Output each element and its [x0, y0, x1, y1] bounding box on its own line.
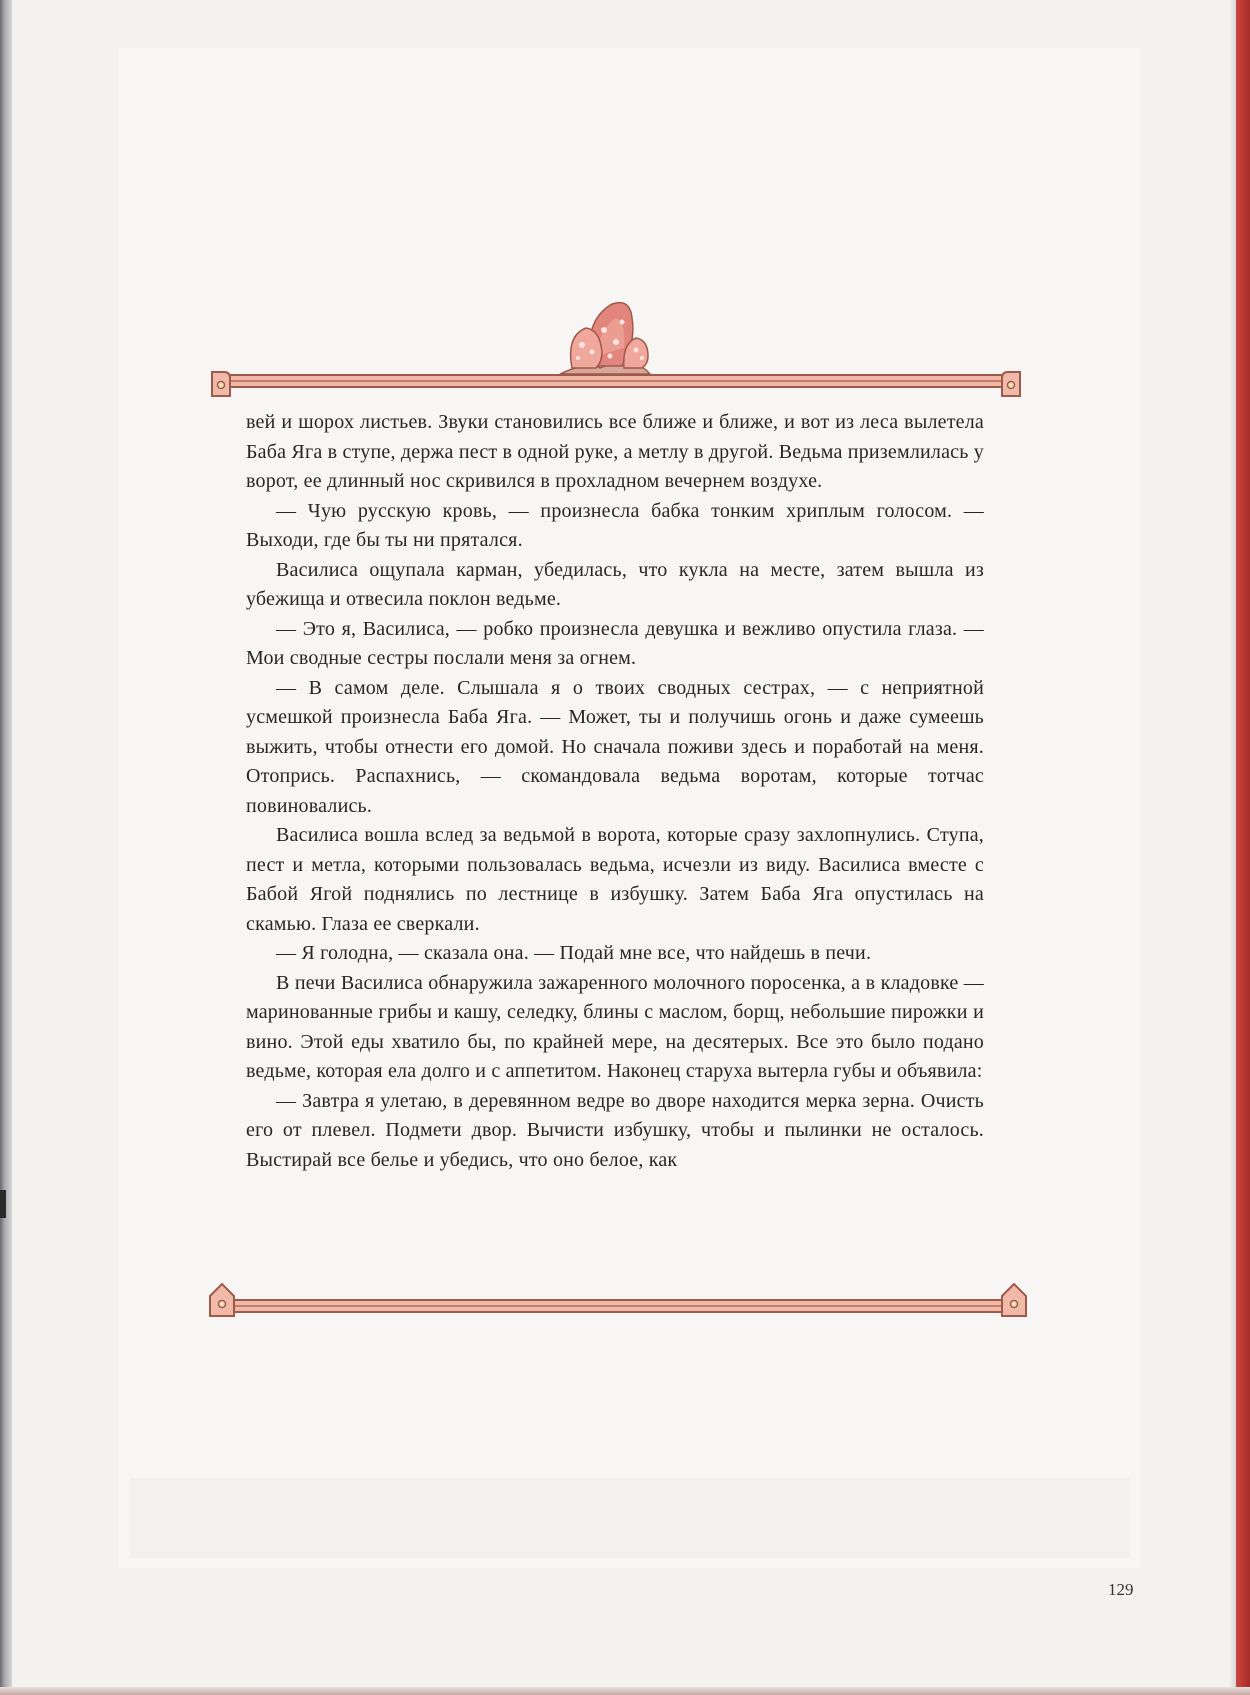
paragraph: — Это я, Василиса, — робко произнесла девушка и вежливо опустила глаза. — Мои сводные сестры послали меня за огнем. [246, 617, 984, 669]
bottom-frame-bar [210, 1300, 1026, 1312]
paragraph: — Я голодна, — сказала она. — Подай мне все, что найдешь в печи. [276, 942, 872, 964]
top-frame-bar [212, 375, 1020, 387]
paragraph: — Чую русскую кровь, — произнесла бабка тонким хриплым голосом. — Выходи, где бы ты ни прятался. [246, 499, 984, 551]
mushroom-ornament-icon [560, 303, 650, 374]
rivet-icon [1002, 372, 1020, 396]
paragraph: Василиса ощупала карман, убедилась, что кукла на месте, затем вышла из убежища и отвесила поклон ведьме. [246, 558, 984, 610]
paragraph: Василиса вошла вслед за ведьмой в ворота, которые сразу захлопнулись. Ступа, пест и метла, которыми пользовалась ведьма, исчезли из виду. Василиса вместе с Бабой Ягой поднялись по лестнице в избушку. Затем Баба Яга опустилась на скамью. Глаза ее сверкали. [246, 824, 984, 935]
paragraph: — Завтра я улетаю, в деревянном ведре во дворе находится мерка зерна. Очисть его от плевел. Подмети двор. Вычисти избушку, чтобы и пылинки не осталось. Выстирай все белье и убедись, что оно белое, как [246, 1089, 984, 1171]
rivet-icon [212, 372, 230, 396]
paragraph: — В самом деле. Слышала я о твоих сводных сестрах, — с неприятной усмешкой произнесла Баба Яга. — Может, ты и получишь огонь и даже сумеешь выжить, чтобы отнести его домой. Но сначала поживи здесь и поработай на меня. Отопрись. Распахнись, — скомандовала ведьма воротам, которые тотчас повиновались. [246, 676, 984, 817]
rivet-icon [210, 1284, 234, 1316]
page-number: 129 [1108, 1580, 1134, 1599]
rivet-icon [1002, 1284, 1026, 1316]
paragraph: вей и шорох листьев. Звуки становились все ближе и ближе, и вот из леса вылетела Баба Яга в ступе, держа пест в одной руке, а метлу в другой. Ведьма приземлилась у ворот, ее длинный нос скривился в прохладном вечернем воздухе. [246, 411, 984, 492]
paragraph: В печи Василиса обнаружила зажаренного молочного поросенка, а в кладовке — маринованные грибы и кашу, селедку, блины с маслом, борщ, небольшие пирожки и вино. Этой еды хватило бы, по крайней мере, на десятерых. Все это было подано ведьме, которая ела долго и с аппетитом. Наконец старуха вытерла губы и объявила: [246, 971, 984, 1082]
story-text [246, 408, 984, 1175]
